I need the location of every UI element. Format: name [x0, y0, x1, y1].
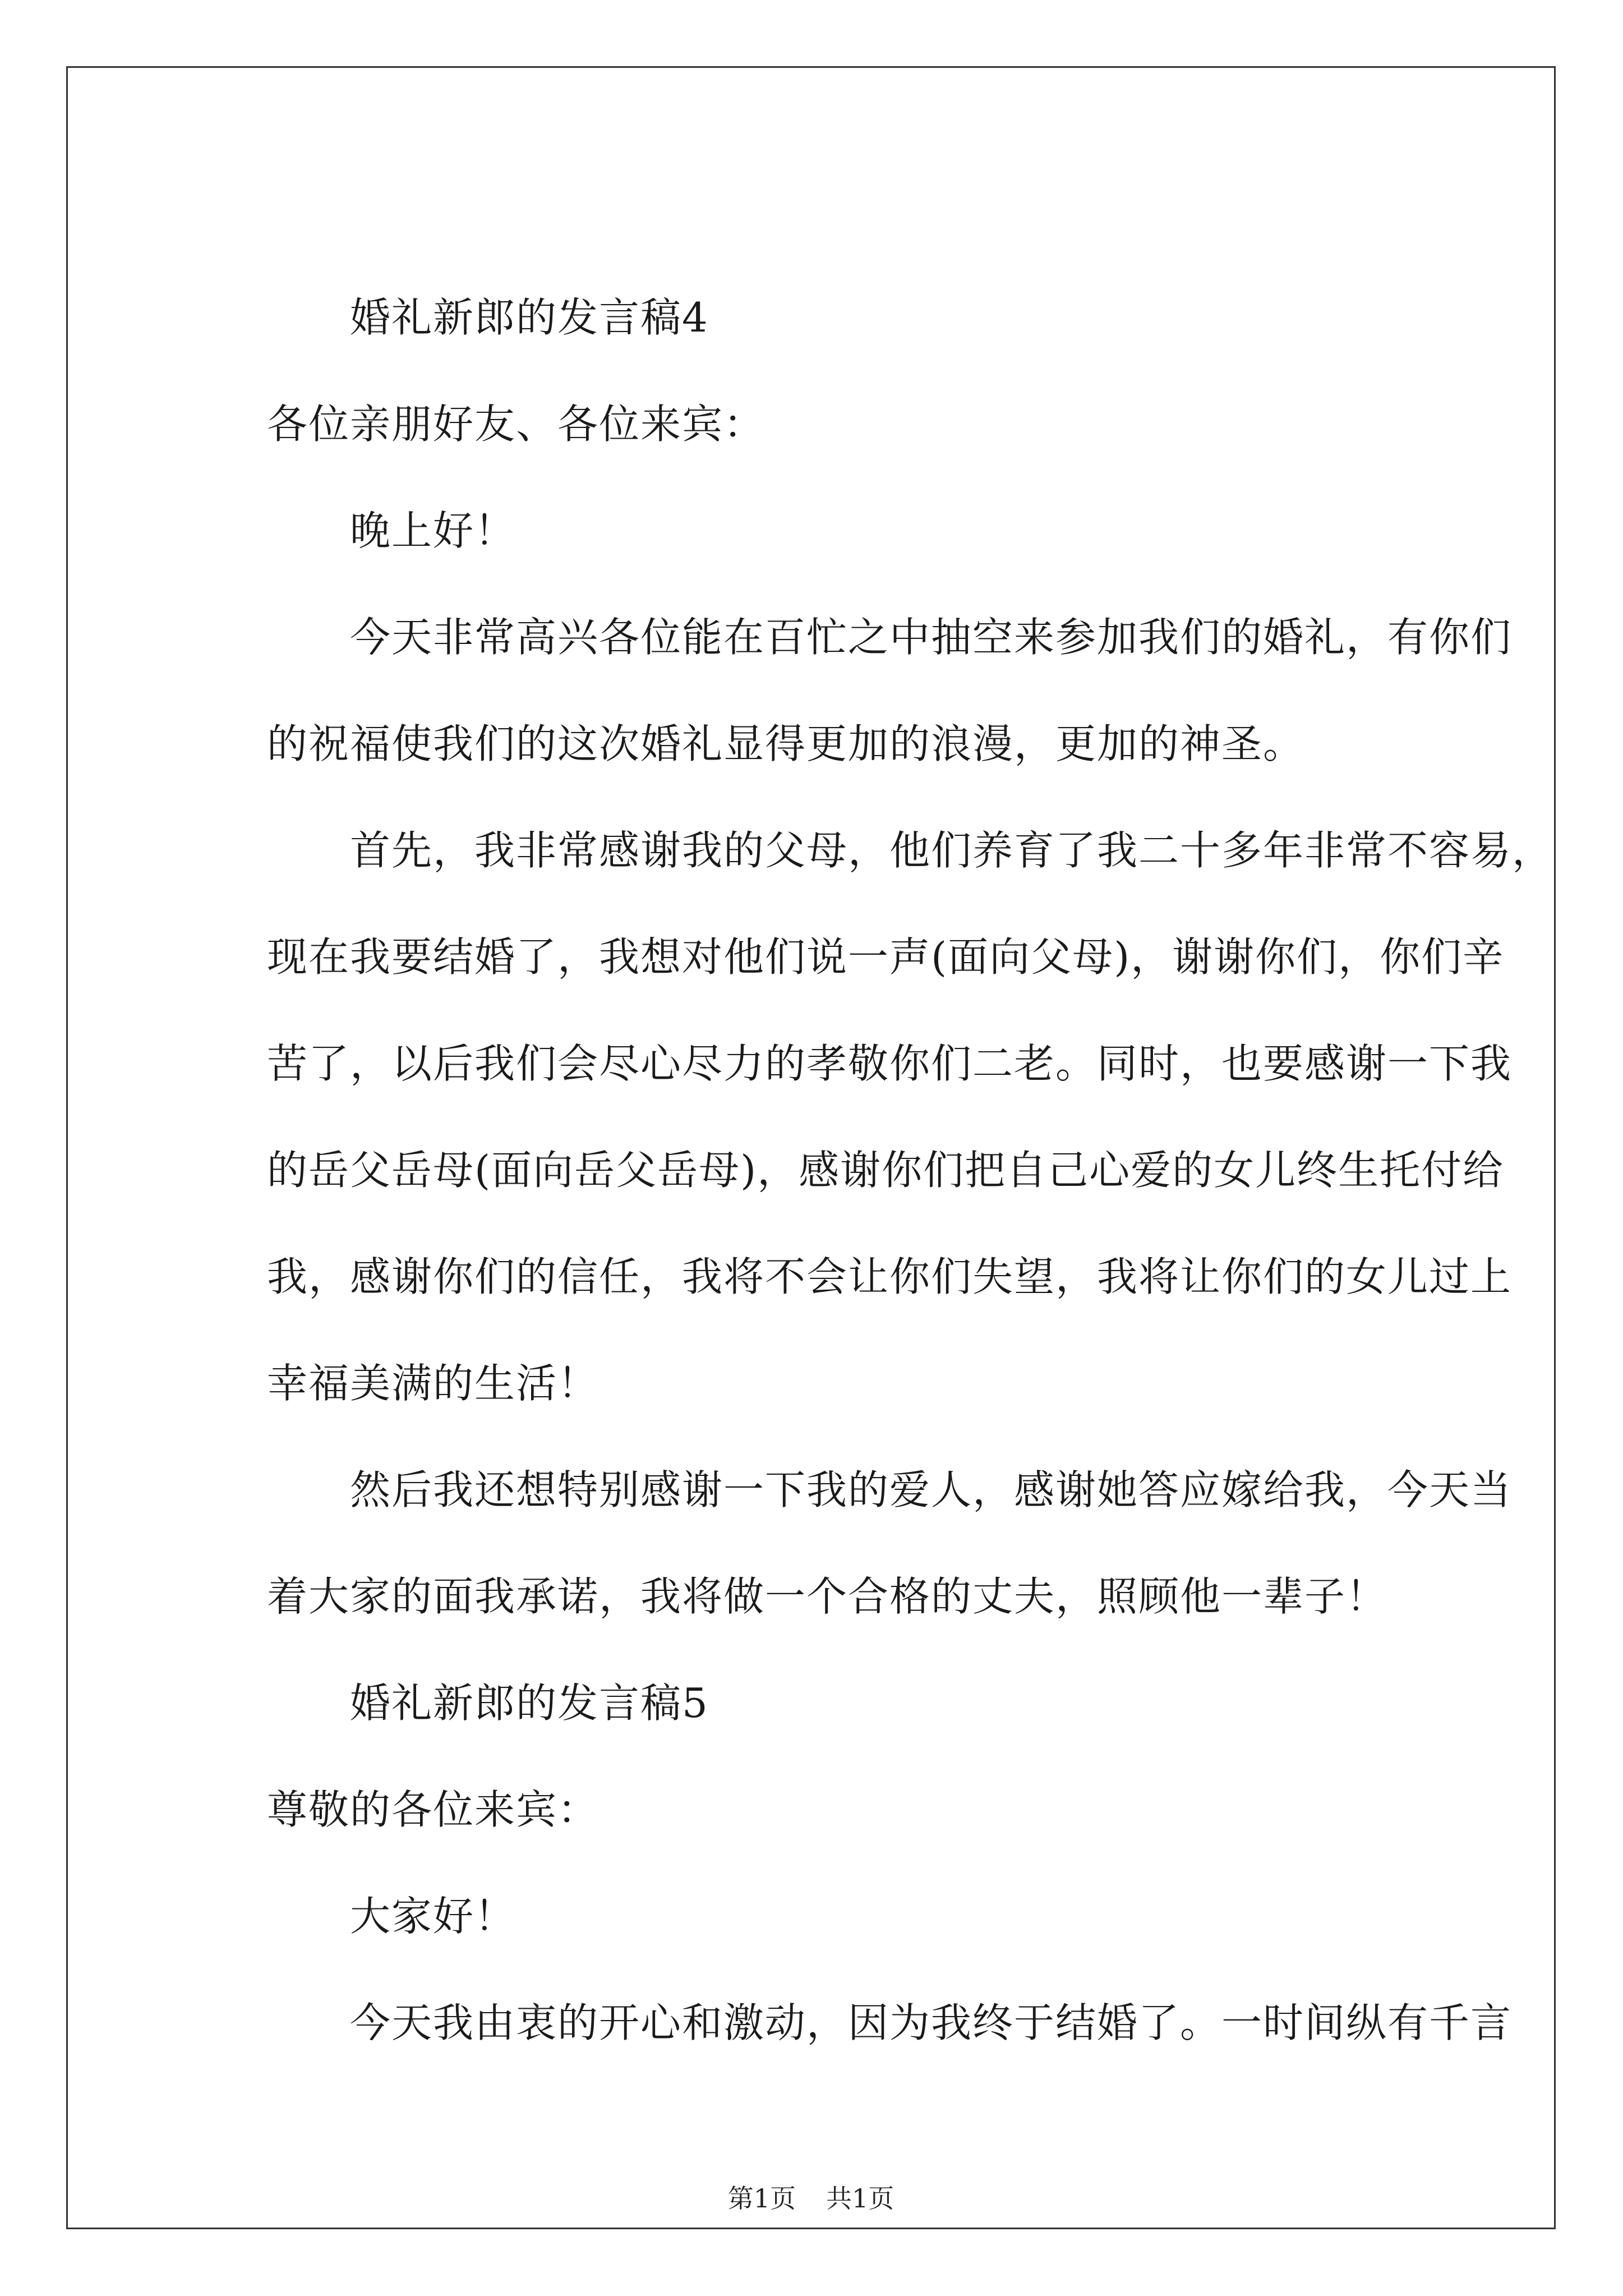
paragraph-line: 今天我由衷的开心和激动，因为我终于结婚了。一时间纵有千言: [350, 1999, 1513, 2046]
page-frame: [66, 66, 1556, 2229]
paragraph-line: 的岳父岳母(面向岳父岳母)，感谢你们把自己心爱的女儿终生托付给: [267, 1147, 1505, 1194]
paragraph-line: 的祝福使我们的这次婚礼显得更加的浪漫，更加的神圣。: [267, 720, 1305, 767]
paragraph-line: 今天非常高兴各位能在百忙之中抽空来参加我们的婚礼，有你们: [350, 614, 1513, 661]
heading-speech-5: 婚礼新郎的发言稿5: [350, 1680, 709, 1727]
greeting-1: 晚上好！: [350, 507, 517, 554]
paragraph-line: 幸福美满的生活！: [267, 1360, 600, 1407]
paragraph-line: 首先，我非常感谢我的父母，他们养育了我二十多年非常不容易，: [350, 827, 1554, 874]
greeting-2: 大家好！: [350, 1893, 517, 1940]
salutation-2: 尊敬的各位来宾：: [267, 1786, 600, 1833]
paragraph-line: 着大家的面我承诺，我将做一个合格的丈夫，照顾他一辈子！: [267, 1573, 1388, 1620]
heading-speech-4: 婚礼新郎的发言稿4: [350, 294, 709, 341]
page-total: 共1页: [826, 2183, 895, 2214]
paragraph-line: 现在我要结婚了，我想对他们说一声(面向父母)，谢谢你们，你们辛: [267, 933, 1505, 981]
salutation-1: 各位亲朋好友、各位来宾：: [267, 401, 766, 448]
paragraph-line: 苦了，以后我们会尽心尽力的孝敬你们二老。同时，也要感谢一下我: [267, 1040, 1513, 1087]
paragraph-line: 然后我还想特别感谢一下我的爱人，感谢她答应嫁给我，今天当: [350, 1466, 1513, 1513]
document-body: [267, 289, 1554, 2101]
paragraph-line: 我，感谢你们的信任，我将不会让你们失望，我将让你们的女儿过上: [267, 1253, 1513, 1300]
page-footer: [68, 2182, 1554, 2215]
page-number: 第1页: [727, 2183, 796, 2214]
